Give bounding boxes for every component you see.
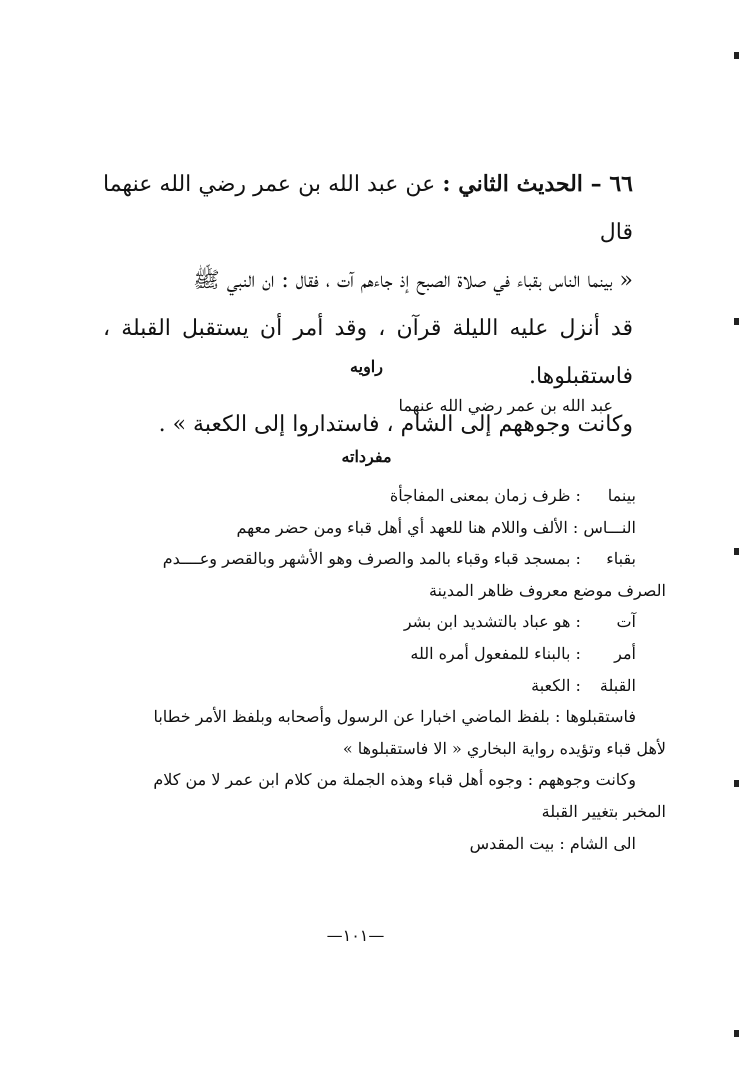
narrator-heading: راويه: [350, 357, 383, 376]
vocab-row: [101, 764, 636, 796]
vocab-row-continuation: [101, 733, 666, 765]
scan-mark: [734, 780, 739, 787]
scan-mark: [734, 1030, 739, 1037]
hadith-line-1-text: عن عبد الله بن عمر رضي الله عنهما قال: [103, 172, 633, 245]
narrator-text: عبد الله بن عمر رضي الله عنهما: [398, 396, 613, 415]
vocab-term: بينما: [607, 486, 636, 505]
vocab-row-continuation: [101, 796, 666, 828]
vocab-term: فاستقبلوها: [565, 707, 636, 727]
vocab-row: [101, 701, 636, 733]
vocab-term: الى الشام: [569, 833, 636, 853]
page-number: —١٠١—: [326, 926, 385, 945]
vocab-row: [101, 543, 636, 575]
vocab-def: : الألف واللام هنا للعهد أي أهل قباء ومن حضر معهم: [236, 517, 579, 537]
scan-mark: [734, 548, 739, 555]
vocab-def: : ظرف زمان بمعنى المفاجأة: [389, 486, 581, 505]
vocab-def: : هو عباد بالتشديد ابن بشر: [403, 612, 581, 632]
vocab-term: النـــاس: [583, 517, 636, 537]
vocab-def: الصرف موضع معروف ظاهر المدينة: [428, 580, 666, 600]
vocab-def: : بلفظ الماضي اخبارا عن الرسول وأصحابه وبلفظ الأمر خطابا: [153, 707, 561, 727]
vocab-list: [101, 480, 666, 859]
vocab-row-continuation: [101, 575, 666, 607]
vocab-def: لأهل قباء وتؤيده رواية البخاري « الا فاستقبلوها »: [342, 738, 666, 758]
vocab-row: [101, 480, 636, 512]
hadith-line-2: « بينما الناس بقباء في صلاة الصبح إذ جاءهم آت ، فقال : ان النبي ﷺ: [193, 268, 633, 293]
vocab-def: : بيت المقدس: [469, 833, 565, 853]
vocab-row: [101, 512, 636, 544]
hadith-label: ٦٦ – الحديث الثاني :: [442, 171, 633, 197]
vocab-def: المخبر بتغيير القبلة: [541, 801, 666, 821]
vocab-row: [101, 638, 636, 670]
hadith-line-1: [103, 160, 633, 257]
vocab-term: وكانت وجوههم: [538, 770, 636, 790]
scan-mark: [734, 318, 739, 325]
vocab-term: بقباء: [606, 549, 636, 569]
vocab-def: : الكعبة: [531, 675, 581, 695]
vocab-def: : بمسجد قباء وقباء بالمد والصرف وهو الأشهر وبالقصر وعــــدم: [162, 549, 581, 569]
vocab-def: : بالبناء للمفعول أمره الله: [410, 643, 581, 663]
hadith-line-4: وكانت وجوههم إلى الشام ، فاستداروا إلى الكعبة » .: [158, 412, 633, 437]
scan-mark: [734, 52, 739, 59]
vocab-term: القبلة: [599, 675, 636, 695]
vocab-term: آت: [616, 612, 636, 632]
vocab-heading: مفرداته: [341, 447, 392, 466]
hadith-line-3: قد أنزل عليه الليلة قرآن ، وقد أمر أن يستقبل القبلة ، فاستقبلوها.: [103, 316, 633, 389]
vocab-def: : وجوه أهل قباء وهذه الجملة من كلام ابن عمر لا من كلام: [153, 770, 534, 790]
vocab-term: أمر: [614, 643, 636, 663]
vocab-row: [101, 828, 636, 860]
vocab-row: [101, 606, 636, 638]
vocab-row: [101, 670, 636, 702]
